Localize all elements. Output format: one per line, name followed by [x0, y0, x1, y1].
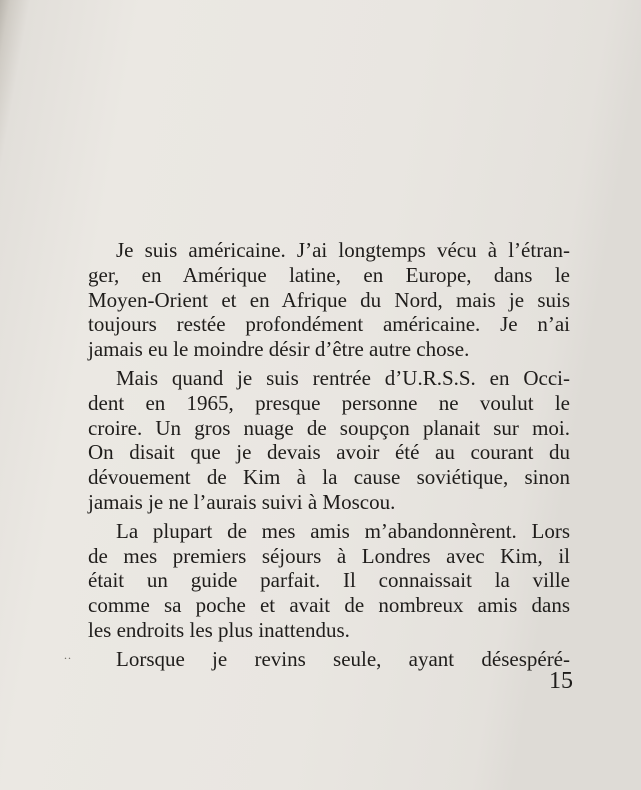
- paragraph-4: [88, 647, 570, 672]
- text-line: comme sa poche et avait de nombreux amis dans: [88, 593, 570, 618]
- text-line: jamais je ne l’aurais suivi à Moscou.: [88, 489, 396, 514]
- body-text: [88, 238, 570, 672]
- paragraph-3: [88, 519, 570, 643]
- text-line: Lorsque je revins seule, ayant désespéré-: [116, 646, 570, 671]
- text-line: On disait que je devais avoir été au courant du: [88, 440, 570, 465]
- text-line: Moyen-Orient et en Afrique du Nord, mais je suis: [88, 287, 570, 312]
- text-line: ger, en Amérique latine, en Europe, dans le: [88, 262, 570, 287]
- text-line: dent en 1965, presque personne ne voulut le: [88, 390, 570, 415]
- margin-mark: ..: [64, 648, 72, 662]
- text-line: Mais quand je suis rentrée d’U.R.S.S. en Occi-: [116, 365, 570, 390]
- text-line: toujours restée profondément américaine. Je n’ai: [88, 312, 570, 337]
- paragraph-1: [88, 238, 570, 362]
- paragraph-2: [88, 366, 570, 515]
- text-line: les endroits les plus inattendus.: [88, 617, 350, 642]
- text-line: jamais eu le moindre désir d’être autre chose.: [88, 337, 470, 362]
- text-line: croire. Un gros nuage de soupçon planait sur moi.: [88, 415, 570, 440]
- text-line: Je suis américaine. J’ai longtemps vécu à l’étran-: [116, 238, 570, 262]
- text-line: de mes premiers séjours à Londres avec Kim, il: [88, 543, 570, 568]
- text-line: était un guide parfait. Il connaissait la ville: [88, 568, 570, 593]
- page-number: 15: [549, 668, 573, 694]
- text-line: dévouement de Kim à la cause soviétique, sinon: [88, 465, 570, 490]
- text-line: La plupart de mes amis m’abandonnèrent. Lors: [116, 518, 570, 543]
